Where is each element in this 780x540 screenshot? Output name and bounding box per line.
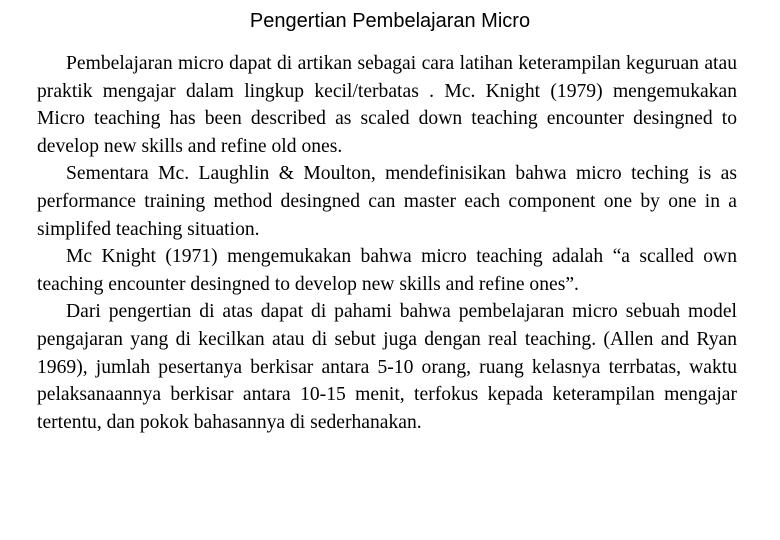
slide-title: Pengertian Pembelajaran Micro [249, 10, 531, 32]
paragraph-laughlin-moulton: Sementara Mc. Laughlin & Moulton, mendefinisikan bahwa micro teching is as performance training method desingned can master each component one by one in a simplifed teaching situation. [37, 163, 737, 240]
paragraph-conclusion: Dari pengertian di atas dapat di pahami bahwa pembelajaran micro sebuah model pengajaran yang di kecilkan atau di sebut juga dengan real teaching. (Allen and Ryan 1969), jumlah pesertanya berkisar antara 5-10 orang, ruang kelasnya terrbatas, waktu pelaksanaannya berkisar antara 10-15 menit, terfokus kepada keterampilan mengajar tertentu, dan pokok bahasannya di sederhanakan. [37, 301, 737, 433]
paragraph-definition: Pembelajaran micro dapat di artikan sebagai cara latihan keterampilan keguruan atau praktik mengajar dalam lingkup kecil/terbatas . Mc. Knight (1979) mengemukakan Micro teaching has been described as scaled down teaching encounter desingned to develop new skills and refine old ones. [37, 53, 737, 157]
slide-body [37, 50, 737, 436]
paragraph-mc-knight: Mc Knight (1971) mengemukakan bahwa micro teaching adalah “a scalled own teaching encounter desingned to develop new skills and refine ones”. [37, 246, 737, 295]
